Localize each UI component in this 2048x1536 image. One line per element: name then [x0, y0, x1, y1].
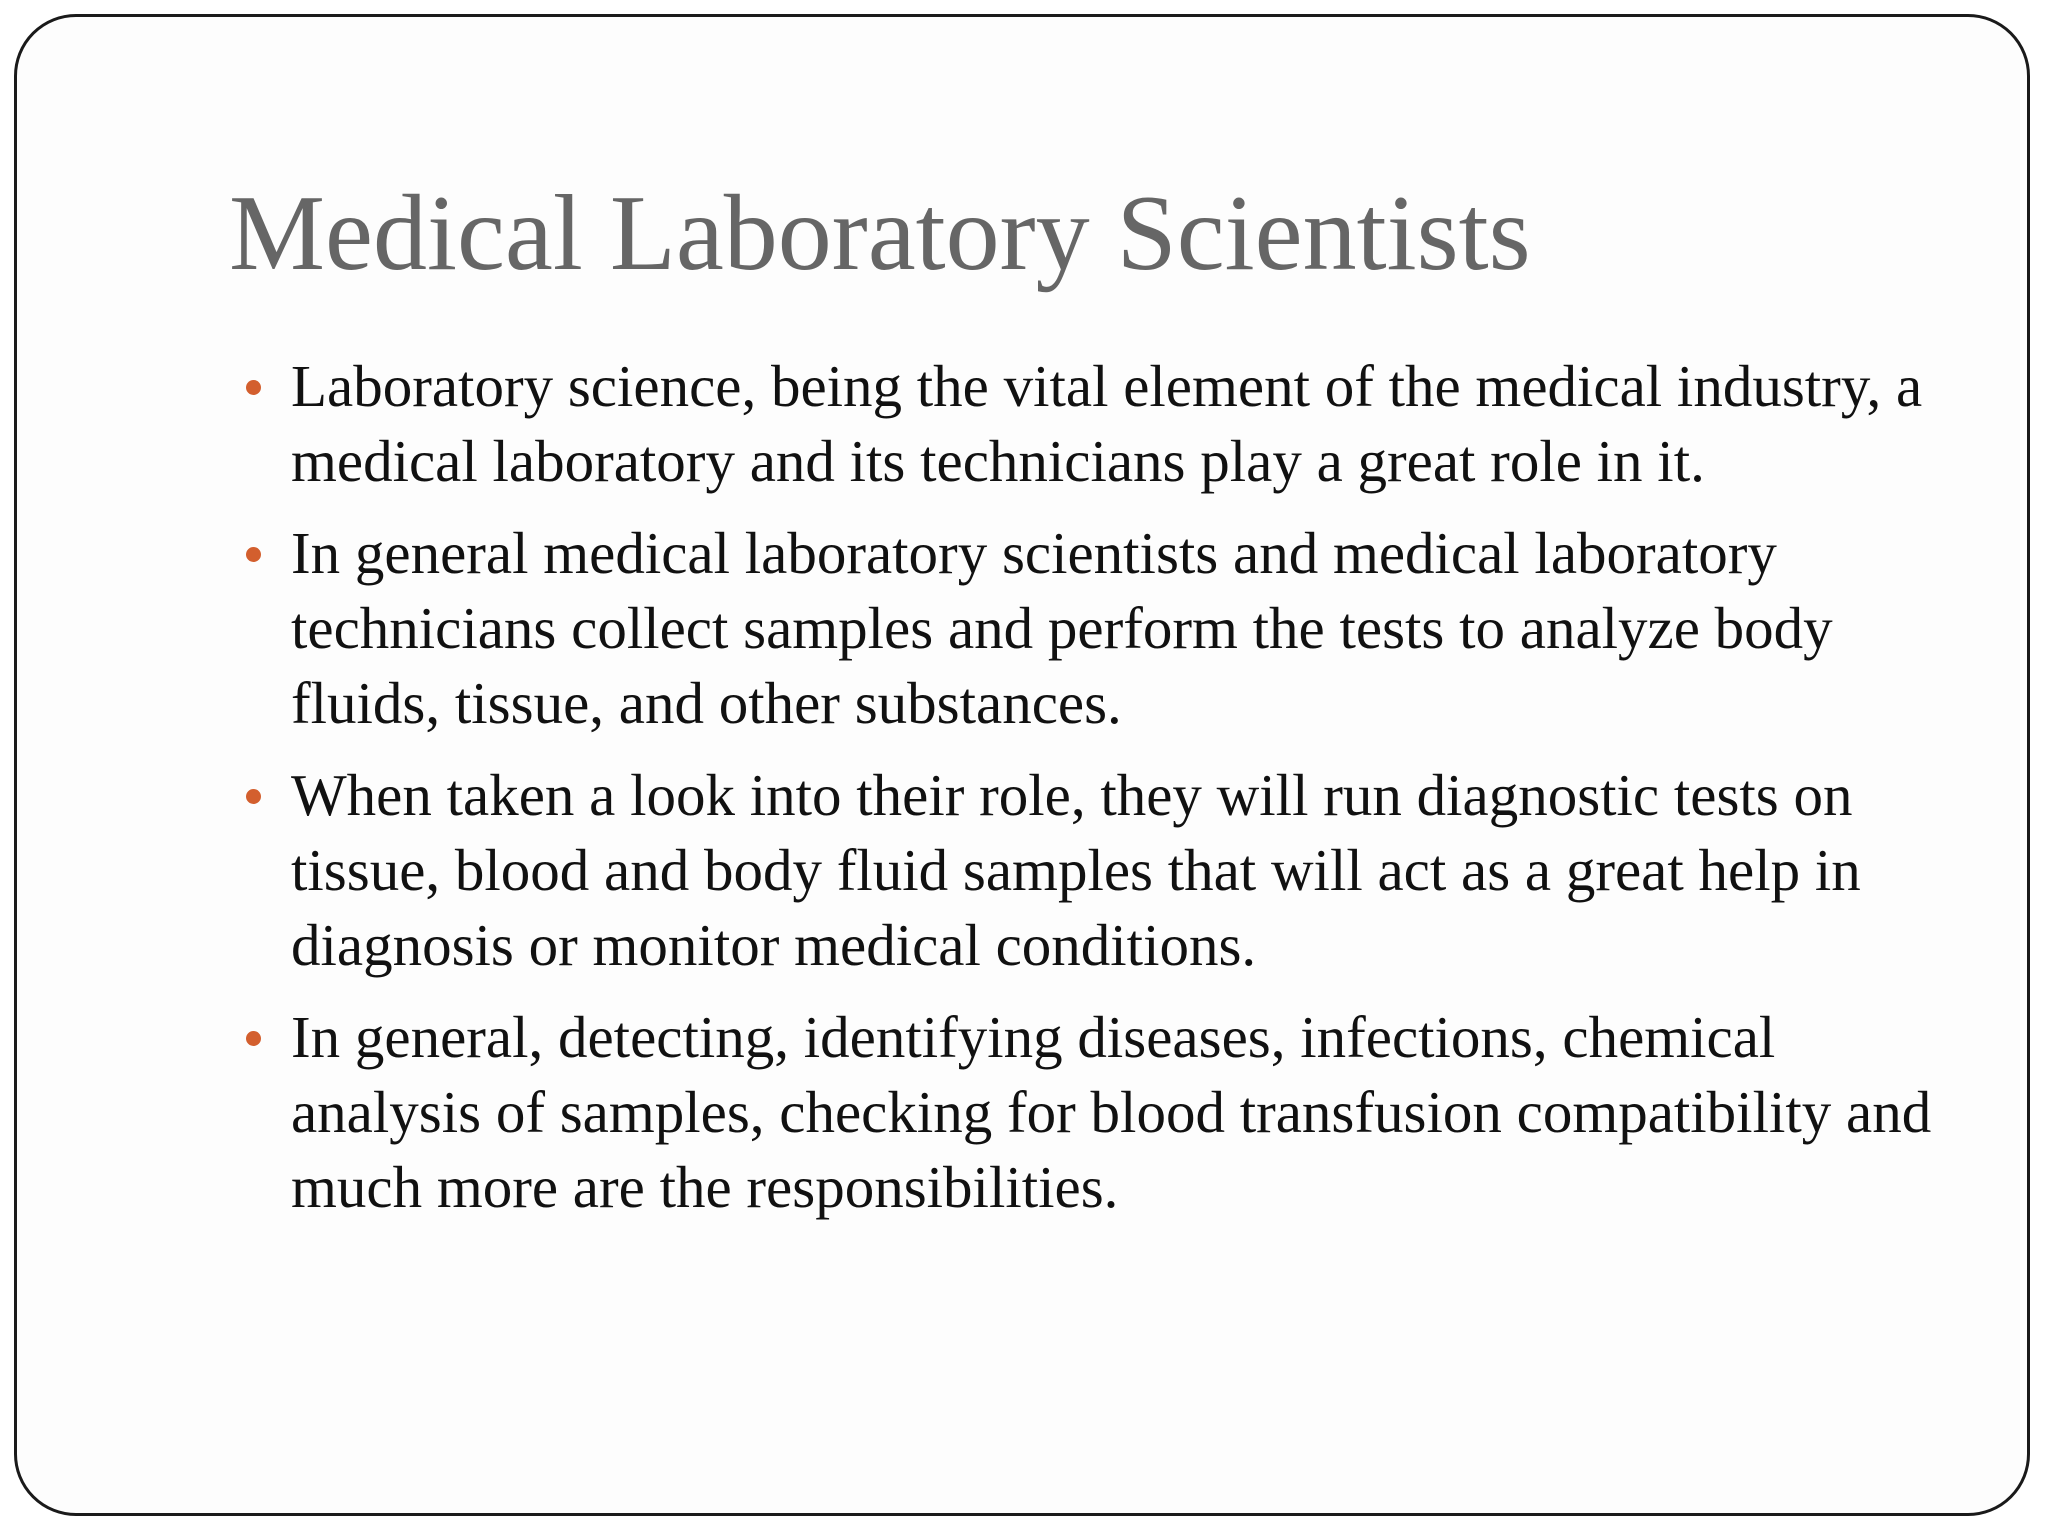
bullet-item: [229, 1000, 1949, 1225]
bullet-text: In general medical laboratory scientists and medical laboratory technicians collect samples and perform the tests to analyze body fluids, tissue, and other substances.: [291, 520, 1833, 736]
slide: [14, 14, 2030, 1516]
bullet-item: [229, 758, 1949, 983]
bullet-list: [229, 349, 1949, 1242]
bullet-dot-icon: [246, 789, 261, 804]
bullet-item: [229, 516, 1949, 741]
bullet-text: Laboratory science, being the vital element of the medical industry, a medical laboratory and its technicians play a great role in it.: [291, 353, 1923, 494]
bullet-text: When taken a look into their role, they will run diagnostic tests on tissue, blood and body fluid samples that will act as a great help in diagnosis or monitor medical conditions.: [291, 762, 1861, 978]
bullet-dot-icon: [246, 1031, 261, 1046]
bullet-text: In general, detecting, identifying diseases, infections, chemical analysis of samples, checking for blood transfusion compatibility and much more are the responsibilities.: [291, 1004, 1932, 1220]
bullet-dot-icon: [246, 380, 261, 395]
bullet-dot-icon: [246, 547, 261, 562]
bullet-item: [229, 349, 1949, 499]
slide-title: Medical Laboratory Scientists: [229, 174, 1531, 293]
